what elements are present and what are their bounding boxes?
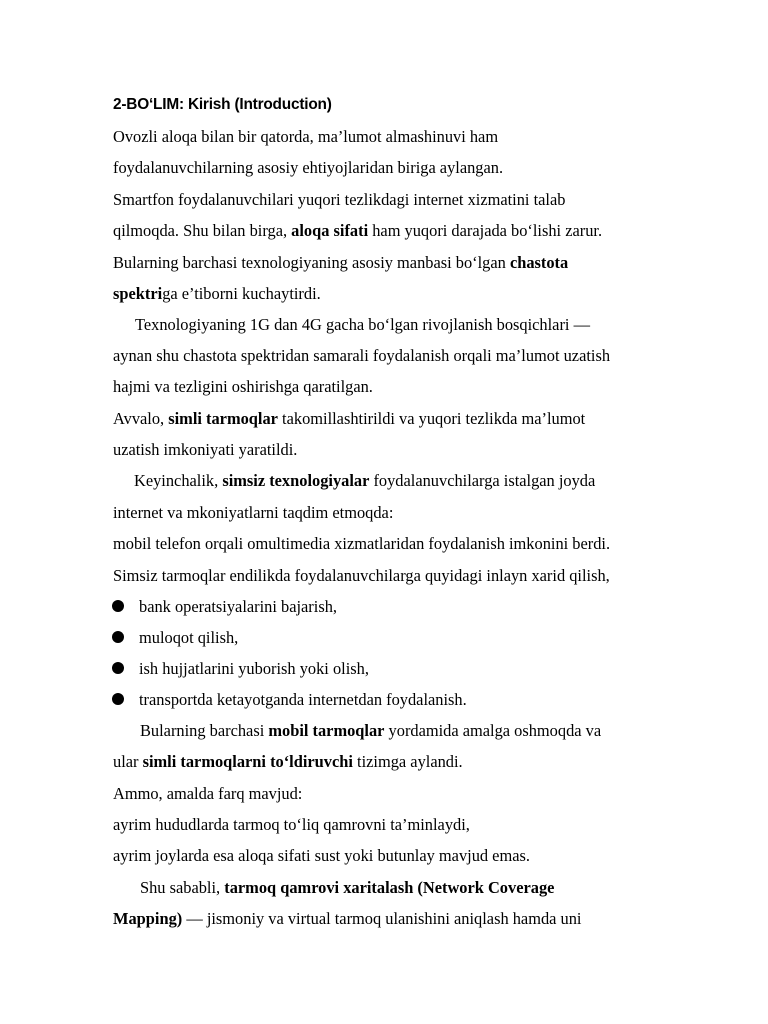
bullet-item: ish hujjatlarini yuborish yoki olish, bbox=[139, 659, 369, 678]
bold-term: simsiz texnologiyalar bbox=[222, 471, 370, 490]
bold-term: tarmoq qamrovi xaritalash (Network Coverage bbox=[224, 878, 555, 897]
paragraph-line: hajmi va tezligini oshirishga qaratilgan. bbox=[113, 377, 373, 396]
paragraph-line: Simsiz tarmoqlar endilikda foydalanuvchilarga quyidagi inlayn xarid qilish, bbox=[113, 566, 610, 585]
text-run: ga e’tiborni kuchaytirdi. bbox=[162, 284, 321, 303]
paragraph-line bbox=[113, 253, 568, 273]
bold-term: Mapping) bbox=[113, 909, 183, 928]
paragraph-line bbox=[140, 721, 601, 741]
section-heading: 2-BO‘LIM: Kirish (Introduction) bbox=[113, 96, 332, 113]
bold-term: mobil tarmoqlar bbox=[268, 721, 385, 740]
paragraph-line: aynan shu chastota spektridan samarali foydalanish orqali ma’lumot uzatish bbox=[113, 346, 611, 365]
bullet-icon bbox=[112, 600, 124, 612]
paragraph-line: foydalanuvchilarning asosiy ehtiyojlaridan biriga aylangan. bbox=[113, 158, 504, 177]
paragraph-line: mobil telefon orqali omultimedia xizmatlaridan foydalanish imkonini berdi. bbox=[113, 534, 611, 553]
text-run: Shu sababli, bbox=[140, 878, 225, 897]
text-run: Keyinchalik, bbox=[134, 471, 223, 490]
bullet-icon bbox=[112, 693, 124, 705]
text-run: Bularning barchasi texnologiyaning asosiy manbasi bo‘lgan bbox=[113, 253, 510, 272]
bold-term: simli tarmoqlarni to‘ldiruvchi bbox=[142, 752, 353, 771]
paragraph-line bbox=[134, 471, 595, 491]
paragraph-line: Texnologiyaning 1G dan 4G gacha bo‘lgan rivojlanish bosqichlari — bbox=[135, 315, 590, 334]
paragraph-line: uzatish imkoniyati yaratildi. bbox=[113, 440, 298, 459]
paragraph-line bbox=[113, 752, 463, 772]
bullet-item: transportda ketayotganda internetdan foydalanish. bbox=[139, 690, 467, 709]
text-run: ham yuqori darajada bo‘lishi zarur. bbox=[368, 221, 603, 240]
text-run: takomillashtirildi va yuqori tezlikda ma’lumot bbox=[277, 409, 586, 428]
paragraph-line bbox=[113, 221, 602, 241]
paragraph-line bbox=[113, 284, 321, 304]
paragraph-line bbox=[113, 909, 581, 929]
paragraph-line: Smartfon foydalanuvchilari yuqori tezlikdagi internet xizmatini talab bbox=[113, 190, 566, 209]
bullet-icon bbox=[112, 662, 124, 674]
paragraph-line: Ammo, amalda farq mavjud: bbox=[113, 784, 303, 803]
paragraph-line: internet va mkoniyatlarni taqdim etmoqda: bbox=[113, 503, 394, 522]
bold-term: spektri bbox=[113, 284, 163, 303]
paragraph-line: ayrim joylarda esa aloqa sifati sust yoki butunlay mavjud emas. bbox=[113, 846, 530, 865]
paragraph-line bbox=[140, 878, 554, 898]
text-run: ular bbox=[113, 752, 143, 771]
text-run: Avvalo, bbox=[113, 409, 169, 428]
text-run: foydalanuvchilarga istalgan joyda bbox=[369, 471, 596, 490]
bold-term: aloqa sifati bbox=[291, 221, 369, 240]
bold-term: simli tarmoqlar bbox=[168, 409, 278, 428]
paragraph-line: ayrim hududlarda tarmoq to‘liq qamrovni ta’minlaydi, bbox=[113, 815, 470, 834]
text-run: yordamida amalga oshmoqda va bbox=[384, 721, 602, 740]
bullet-icon bbox=[112, 631, 124, 643]
text-run: — jismoniy va virtual tarmoq ulanishini aniqlash hamda uni bbox=[182, 909, 582, 928]
text-run: tizimga aylandi. bbox=[352, 752, 463, 771]
bullet-item: bank operatsiyalarini bajarish, bbox=[139, 597, 337, 616]
paragraph-line: Ovozli aloqa bilan bir qatorda, ma’lumot almashinuvi ham bbox=[113, 127, 499, 146]
text-run: qilmoqda. Shu bilan birga, bbox=[113, 221, 292, 240]
bullet-item: muloqot qilish, bbox=[139, 628, 239, 647]
text-run: Bularning barchasi bbox=[140, 721, 269, 740]
bold-term: chastota bbox=[509, 253, 569, 272]
paragraph-line bbox=[113, 409, 585, 429]
